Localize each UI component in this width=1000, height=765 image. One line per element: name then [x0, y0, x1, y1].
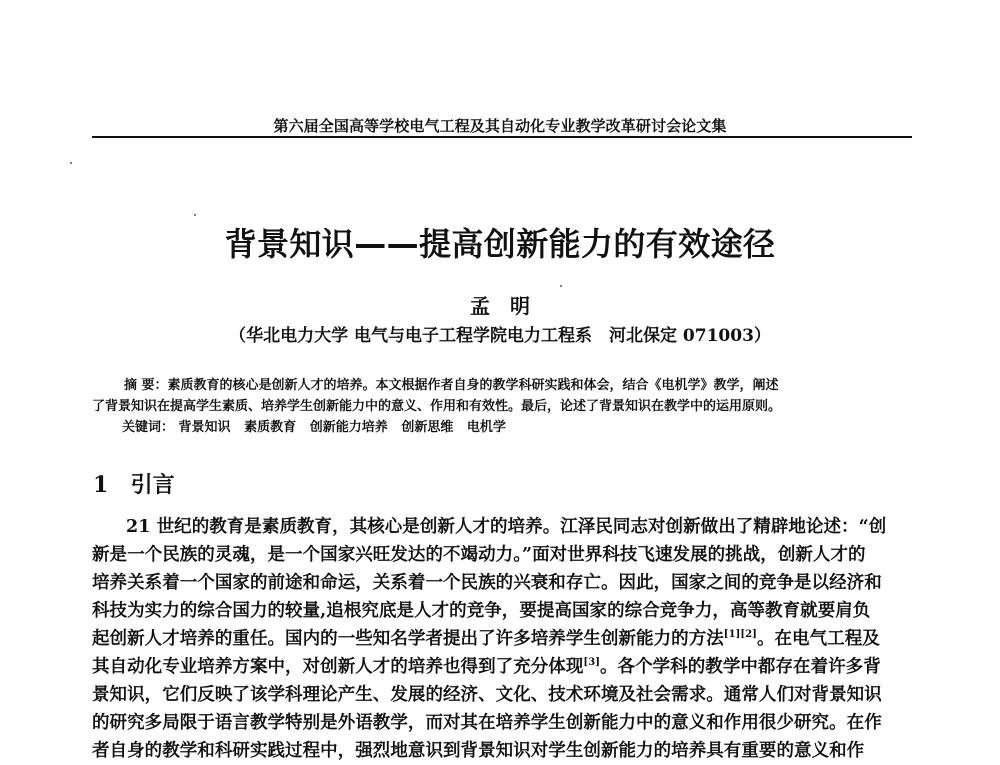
body-text-run: 其自动化专业培养方案中，对创新人才的培养也得到了充分体现: [92, 657, 584, 677]
scan-speck: [70, 162, 72, 164]
keyword: 创新思维: [401, 420, 454, 435]
author-affiliation: （华北电力大学 电气与电子工程学院电力工程系 河北保定 071003）: [229, 326, 771, 346]
body-text-run: 。各个学科的教学中都存在着许多背: [599, 657, 881, 677]
body-line: 新是一个民族的灵魂，是一个国家兴旺发达的不竭动力。”面对世界科技飞速发展的挑战，创新人才的: [92, 545, 866, 565]
body-text-run: 。在电气工程及: [756, 629, 880, 649]
section-title: 引言: [130, 472, 175, 498]
body-line: [92, 653, 915, 681]
citation-3: [3]: [583, 657, 600, 668]
abstract-line: 了背景知识在提高学生素质、培养学生创新能力中的意义、作用和有效性。最后，论述了背景知识在教学中的运用原则。: [92, 399, 782, 414]
citation-1: [1]: [723, 629, 741, 640]
abstract-label: 摘 要：: [124, 378, 168, 393]
body-text-run: 起创新人才培养的重任。国内的一些知名学者提出了许多培养学生创新能力的方法: [92, 629, 724, 649]
scan-speck: [560, 285, 562, 287]
body-line: 的研究多局限于语言教学特别是外语教学，而对其在培养学生创新能力中的意义和作用很少研究。在作: [92, 713, 882, 733]
keyword: 背景知识: [178, 420, 231, 435]
scan-speck: [194, 214, 196, 216]
body-line: 培养关系着一个国家的前途和命运，关系着一个民族的兴衰和存亡。因此，国家之间的竞争是以经济和: [92, 573, 882, 593]
paper-title: 背景知识——提高创新能力的有效途径: [224, 225, 776, 263]
keywords-line: [122, 417, 882, 438]
body-line: 21 世纪的教育是素质教育，其核心是创新人才的培养。江泽民同志对创新做出了精辟地论述：“创: [126, 517, 887, 537]
header-rule: [92, 136, 912, 138]
body-line: 者自身的教学和科研实践过程中，强烈地意识到背景知识对学生创新能力的培养具有重要的意义和作: [92, 741, 865, 761]
citation-2: [2]: [740, 629, 757, 640]
keyword: 创新能力培养: [309, 420, 388, 435]
section-heading: [93, 468, 293, 499]
running-header: 第六届全国高等学校电气工程及其自动化专业教学改革研讨会论文集: [273, 117, 727, 135]
abstract-line: [92, 375, 912, 396]
keywords-label: 关键词：: [122, 420, 175, 435]
keyword: 素质教育: [244, 420, 297, 435]
abstract-text: 素质教育的核心是创新人才的培养。本文根据作者自身的教学科研实践和体会，结合《电机学》教学，阐述: [167, 378, 779, 393]
body-line: 景知识，它们反映了该学科理论产生、发展的经济、文化、技术环境及社会需求。通常人们对背景知识: [92, 685, 882, 705]
keyword: 电机学: [466, 420, 506, 435]
body-line: 科技为实力的综合国力的较量,追根究底是人才的竞争，要提高国家的综合竞争力，高等教育就要肩负: [92, 601, 871, 621]
author-name: 孟 明: [470, 294, 530, 318]
section-number: 1: [93, 472, 109, 498]
body-line: [92, 625, 915, 653]
